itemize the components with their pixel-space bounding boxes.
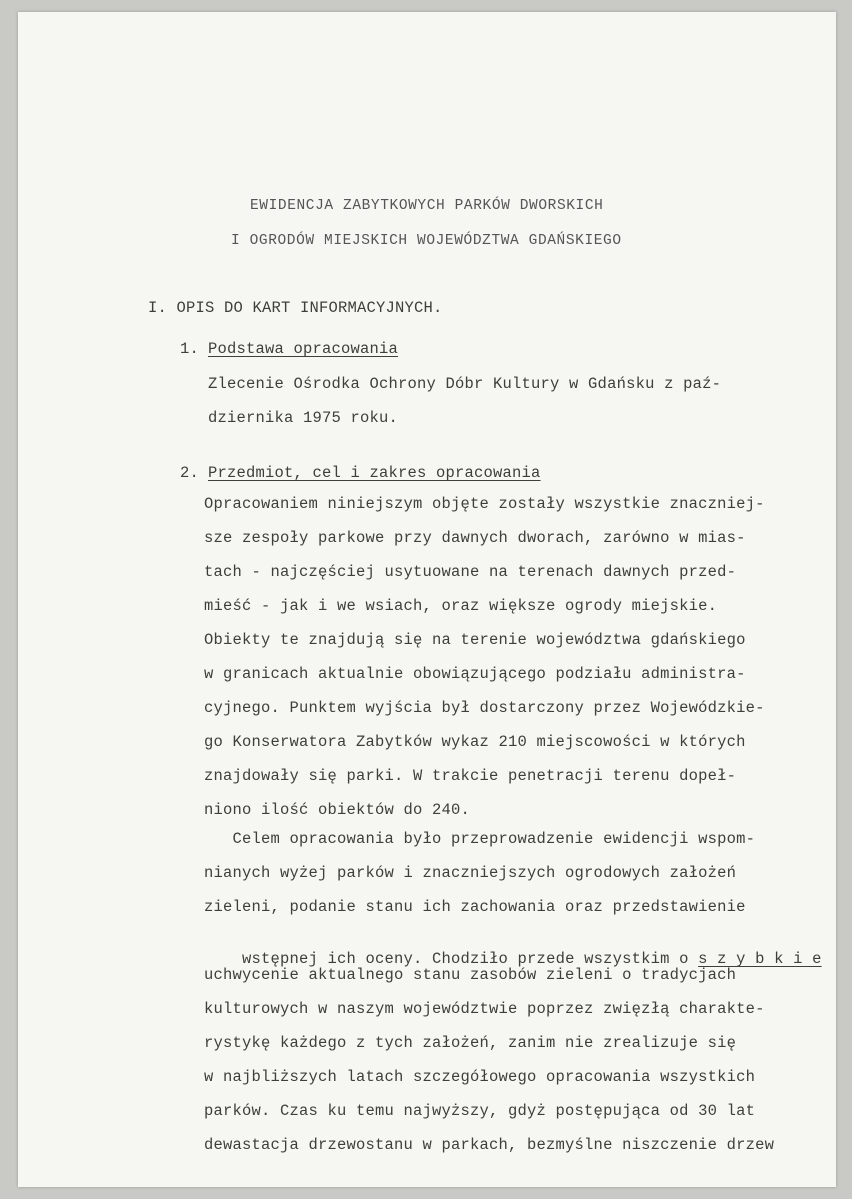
- paragraph2-text-line: rystykę każdego z tych założeń, zanim nie zrealizuje się: [204, 1034, 737, 1052]
- paragraph2-text-line: nianych wyżej parków i znaczniejszych ogrodowych założeń: [204, 864, 737, 882]
- paragraph2-text-line: kulturowych w naszym województwie poprzez zwięzłą charakte-: [204, 1000, 765, 1018]
- paragraph2-text-line: dewastacja drzewostanu w parkach, bezmyślne niszczenie drzew: [204, 1136, 775, 1154]
- item1-heading: Podstawa opracowania: [208, 340, 399, 358]
- item2-text-line: tach - najczęściej usytuowane na terenach dawnych przed-: [204, 563, 737, 581]
- item2-text-line: znajdowały się parki. W trakcie penetracji terenu dopeł-: [204, 767, 737, 785]
- paragraph2-text-line: parków. Czas ku temu najwyższy, gdyż postępująca od 30 lat: [204, 1102, 756, 1120]
- item1-text-line: Zlecenie Ośrodka Ochrony Dóbr Kultury w Gdańsku z paź-: [208, 375, 722, 393]
- paragraph2-text-line: uchwycenie aktualnego stanu zasobów zieleni o tradycjach: [204, 966, 737, 984]
- item2-heading: Przedmiot, cel i zakres opracowania: [208, 464, 541, 482]
- item2-text-line: w granicach aktualnie obowiązującego podziału administra-: [204, 665, 746, 683]
- item2-text-line: Opracowaniem niniejszym objęte zostały wszystkie znaczniej-: [204, 495, 765, 513]
- item2-text-line: Obiekty te znajdują się na terenie województwa gdańskiego: [204, 631, 746, 649]
- item2-text-line: sze zespoły parkowe przy dawnych dworach, zarówno w mias-: [204, 529, 746, 547]
- paragraph2-emphasis-prefix: wstępnej ich oceny. Chodziło przede wszystkim o: [242, 950, 699, 968]
- item2-text-line: niono ilość obiektów do 240.: [204, 801, 471, 819]
- emphasized-word: s z y b k i e: [698, 950, 822, 968]
- item2-number: 2.: [180, 464, 200, 482]
- item1-text-line: dziernika 1975 roku.: [208, 409, 399, 427]
- section-heading: I. OPIS DO KART INFORMACYJNYCH.: [148, 299, 443, 317]
- paragraph2-text-line: Celem opracowania było przeprowadzenie ewidencji wspom-: [204, 830, 756, 848]
- document-page: [18, 12, 836, 1187]
- paragraph2-text-line: w najbliższych latach szczegółowego opracowania wszystkich: [204, 1068, 756, 1086]
- paragraph2-text-line: zieleni, podanie stanu ich zachowania oraz przedstawienie: [204, 898, 746, 916]
- item2-text-line: mieść - jak i we wsiach, oraz większe ogrody miejskie.: [204, 597, 718, 615]
- document-title-line-2: I OGRODÓW MIEJSKICH WOJEWÓDZTWA GDAŃSKIEGO: [231, 233, 622, 249]
- item1-number: 1.: [180, 340, 200, 358]
- item2-text-line: go Konserwatora Zabytków wykaz 210 miejscowości w których: [204, 733, 746, 751]
- item2-text-line: cyjnego. Punktem wyjścia był dostarczony przez Wojewódzkie-: [204, 699, 765, 717]
- document-title-line-1: EWIDENCJA ZABYTKOWYCH PARKÓW DWORSKICH: [250, 198, 604, 214]
